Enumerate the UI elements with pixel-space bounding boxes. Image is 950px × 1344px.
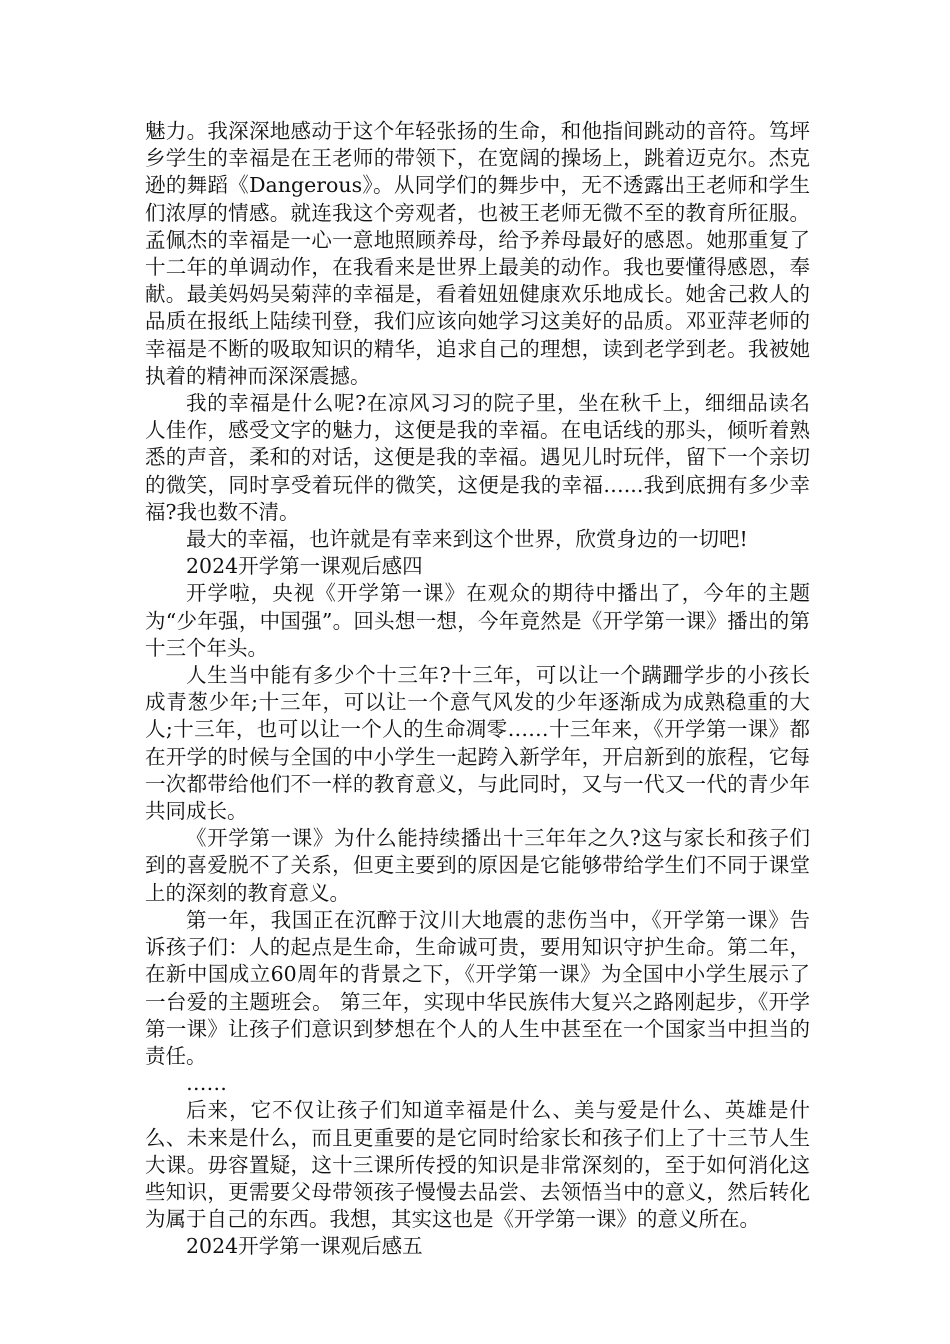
paragraph-first-year: 第一年，我国正在沉醉于汶川大地震的悲伤当中，《开学第一课》告诉孩子们：人的起点是生命，生命诚可贵，要用知识守护生命。第二年，在新中国成立60周年的背景之下，《开学第一课》为全国中小学生展示了一台爱的主题班会。 第三年，实现中华民族伟大复兴之路刚起步，《开学第一课》让孩子们意识到梦想在个人的人生中甚至在一个国家当中担当的责任。: [145, 907, 810, 1068]
paragraph-greatest-happiness: 最大的幸福，也许就是有幸来到这个世界，欣赏身边的一切吧!: [186, 527, 748, 552]
paragraph-later: 后来，它不仅让孩子们知道幸福是什么、美与爱是什么、英雄是什么、未来是什么，而且更重要的是它同时给家长和孩子们上了十三节人生大课。毋容置疑，这十三课所传授的知识是非常深刻的，至于如何消化这些知识，更需要父母带领孩子慢慢去品尝、去领悟当中的意义，然后转化为属于自己的东西。我想，其实这也是《开学第一课》的意义所在。: [145, 1098, 810, 1232]
section-heading-four: 2024开学第一课观后感四: [186, 554, 423, 579]
paragraph-ellipsis: ……: [186, 1071, 227, 1096]
paragraph-continuation: 魅力。我深深地感动于这个年轻张扬的生命，和他指间跳动的音符。笃坪乡学生的幸福是在王老师的带领下，在宽阔的操场上，跳着迈克尔。杰克逊的舞蹈《Dangerous》。从同学们的舞步中，无不透露出王老师和学生们浓厚的情感。就连我这个旁观者，也被王老师无微不至的教育所征服。孟佩杰的幸福是一心一意地照顾养母，给予养母最好的感恩。她那重复了十二年的单调动作，在我看来是世界上最美的动作。我也要懂得感恩，奉献。最美妈妈吴菊萍的幸福是，看着妞妞健康欢乐地成长。她舍己救人的品质在报纸上陆续刊登，我们应该向她学习这美好的品质。邓亚萍老师的幸福是不断的吸取知识的精华，追求自己的理想，读到老学到老。我被她执着的精神而深深震撼。: [145, 119, 810, 388]
paragraph-thirteen-years: 人生当中能有多少个十三年?十三年，可以让一个蹒跚学步的小孩长成青葱少年;十三年，可以让一个意气风发的少年逐渐成为成熟稳重的大人;十三年，也可以让一个人的生命凋零……十三年来，《开学第一课》都在开学的时候与全国的中小学生一起跨入新学年，开启新到的旅程，它每一次都带给他们不一样的教育意义，与此同时，又与一代又一代的青少年共同成长。: [145, 663, 810, 824]
section-heading-five: 2024开学第一课观后感五: [186, 1234, 423, 1259]
paragraph-why-popular: 《开学第一课》为什么能持续播出十三年年之久?这与家长和孩子们到的喜爱脱不了关系，但更主要到的原因是它能够带给学生们不同于课堂上的深刻的教育意义。: [145, 826, 810, 905]
paragraph-my-happiness: 我的幸福是什么呢?在凉风习习的院子里，坐在秋千上，细细品读名人佳作，感受文字的魅力，这便是我的幸福。在电话线的那头，倾听着熟悉的声音，柔和的对话，这便是我的幸福。遇见儿时玩伴，留下一个亲切的微笑，同时享受着玩伴的微笑，这便是我的幸福…...我到底拥有多少幸福?我也数不清。: [145, 391, 810, 524]
document-body: [145, 118, 810, 1261]
paragraph-school-start: 开学啦，央视《开学第一课》在观众的期待中播出了，今年的主题为“少年强，中国强”。回头想一想，今年竟然是《开学第一课》播出的第十三个年头。: [145, 581, 810, 660]
